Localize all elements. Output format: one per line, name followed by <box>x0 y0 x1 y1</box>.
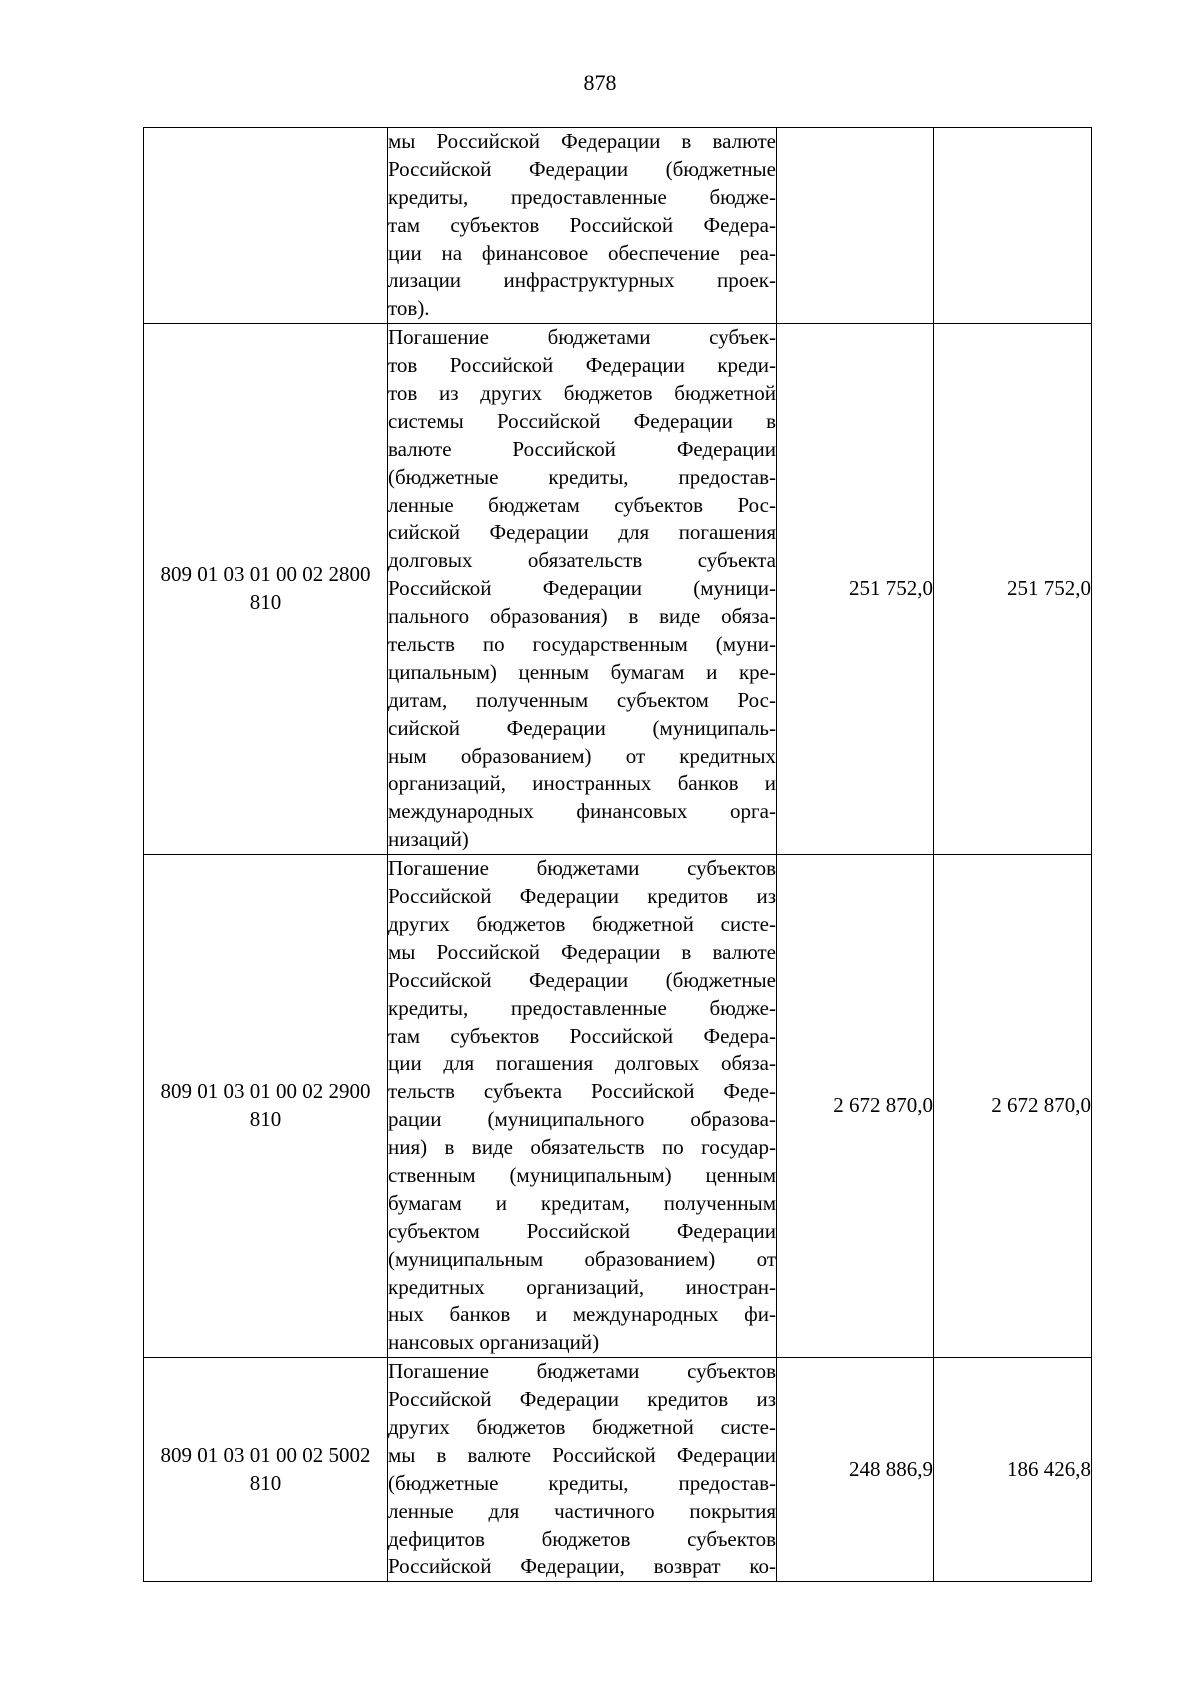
description-cell <box>388 1358 777 1582</box>
description-line: кредиты, предоставленные бюдже- <box>388 184 776 209</box>
description-line: долговых обязательств субъекта <box>388 548 776 573</box>
budget-code-cell <box>144 855 388 1358</box>
description-line: других бюджетов бюджетной систе- <box>388 1414 776 1439</box>
description-line: сийской Федерации (муниципаль- <box>388 715 776 740</box>
description-line: (муниципальным образованием) от <box>388 1246 776 1271</box>
description-line: кредитных организаций, иностран- <box>388 1274 776 1299</box>
description-line: там субъектов Российской Федера- <box>388 1023 776 1048</box>
description-line: мы в валюте Российской Федерации <box>388 1442 776 1467</box>
description-line: (бюджетные кредиты, предостав- <box>388 464 776 489</box>
description-line: мы Российской Федерации в валюте <box>388 129 776 153</box>
description-line: ции для погашения долговых обяза- <box>388 1051 776 1076</box>
description-line: (бюджетные кредиты, предостав- <box>388 1470 776 1495</box>
budget-code-cell <box>144 324 388 855</box>
description-line: тов из других бюджетов бюджетной <box>388 381 776 406</box>
budget-code-cell <box>144 1358 388 1582</box>
description-line: Российской Федерации (бюджетные <box>388 967 776 992</box>
amount-cell <box>934 128 1092 324</box>
description-line: лизации инфраструктурных проек- <box>388 268 776 293</box>
description-line: ния) в виде обязательств по государ- <box>388 1135 776 1160</box>
description-line: ленные для частичного покрытия <box>388 1498 776 1523</box>
description-cell <box>388 128 777 324</box>
amount-cell: 186 426,8 <box>934 1358 1092 1582</box>
description-line: низаций) <box>388 827 469 852</box>
description-line: нансовых организаций) <box>388 1330 600 1355</box>
description-line: Российской Федерации, возврат ко- <box>388 1554 776 1579</box>
description-line: там субъектов Российской Федера- <box>388 212 776 237</box>
budget-code: 809 01 03 01 00 02 5002 <box>160 1442 371 1467</box>
table-row <box>144 324 1092 855</box>
description-line: валюте Российской Федерации <box>388 436 776 461</box>
table-row <box>144 128 1092 324</box>
description-line: Погашение бюджетами субъектов <box>388 1359 776 1384</box>
description-line: тов). <box>388 296 430 321</box>
table-row <box>144 1358 1092 1582</box>
description-cell <box>388 324 777 855</box>
description-line: международных финансовых орга- <box>388 799 776 824</box>
amount-cell: 251 752,0 <box>934 324 1092 855</box>
budget-code: 809 01 03 01 00 02 2800 <box>160 562 371 587</box>
description-line: тов Российской Федерации креди- <box>388 353 776 378</box>
amount-cell: 2 672 870,0 <box>934 855 1092 1358</box>
description-line: тельств по государственным (муни- <box>388 632 776 657</box>
description-line: пального образования) в виде обяза- <box>388 604 776 629</box>
description-line: других бюджетов бюджетной систе- <box>388 911 776 936</box>
budget-code-suffix: 810 <box>249 590 282 615</box>
amount-cell <box>777 128 934 324</box>
description-line: тельств субъекта Российской Феде- <box>388 1079 776 1104</box>
description-line: Российской Федерации кредитов из <box>388 1387 776 1412</box>
amount-cell: 251 752,0 <box>777 324 934 855</box>
description-line: Российской Федерации (бюджетные <box>388 156 776 181</box>
budget-code-suffix: 810 <box>249 1470 282 1495</box>
description-line: ципальным) ценным бумагам и кре- <box>388 659 776 684</box>
table-row <box>144 855 1092 1358</box>
description-line: кредиты, предоставленные бюдже- <box>388 995 776 1020</box>
amount-cell: 248 886,9 <box>777 1358 934 1582</box>
amount-cell: 2 672 870,0 <box>777 855 934 1358</box>
description-line: дитам, полученным субъектом Рос- <box>388 687 776 712</box>
description-line: ным образованием) от кредитных <box>388 743 776 768</box>
budget-table <box>143 127 1092 1582</box>
description-line: сийской Федерации для погашения <box>388 520 776 545</box>
page-number: 878 <box>583 70 617 95</box>
description-cell <box>388 855 777 1358</box>
description-line: ных банков и международных фи- <box>388 1302 776 1327</box>
description-line: организаций, иностранных банков и <box>388 771 776 796</box>
description-line: субъектом Российской Федерации <box>388 1218 776 1243</box>
description-line: мы Российской Федерации в валюте <box>388 939 776 964</box>
budget-code-suffix: 810 <box>249 1107 282 1132</box>
description-line: Погашение бюджетами субъектов <box>388 856 776 881</box>
description-line: Российской Федерации кредитов из <box>388 884 776 909</box>
description-line: ственным (муниципальным) ценным <box>388 1162 776 1187</box>
description-line: рации (муниципального образова- <box>388 1107 776 1132</box>
description-line: ленные бюджетам субъектов Рос- <box>388 492 776 517</box>
description-line: системы Российской Федерации в <box>388 408 776 433</box>
description-line: Российской Федерации (муници- <box>388 576 776 601</box>
description-line: бумагам и кредитам, полученным <box>388 1190 776 1215</box>
description-line: Погашение бюджетами субъек- <box>388 325 776 350</box>
description-line: ции на финансовое обеспечение реа- <box>388 240 776 265</box>
description-line: дефицитов бюджетов субъектов <box>388 1526 776 1551</box>
budget-code-cell <box>144 128 388 324</box>
budget-code: 809 01 03 01 00 02 2900 <box>160 1079 371 1104</box>
